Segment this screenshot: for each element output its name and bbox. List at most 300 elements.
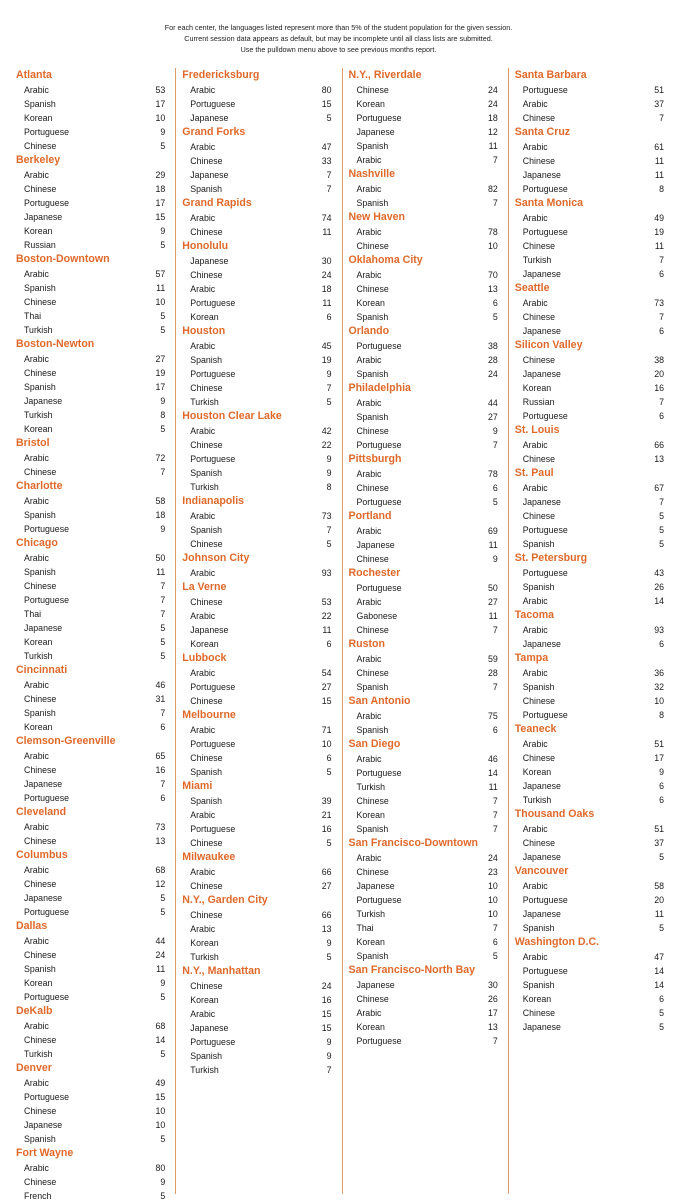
language-percent: 13 bbox=[487, 284, 498, 294]
language-percent: 8 bbox=[160, 410, 166, 420]
language-name: Spanish bbox=[190, 468, 223, 478]
language-percent: 23 bbox=[487, 867, 498, 877]
language-row bbox=[16, 196, 165, 210]
language-row bbox=[349, 125, 498, 139]
language-percent: 68 bbox=[155, 1021, 166, 1031]
language-name: Arabic bbox=[522, 483, 548, 493]
language-percent: 24 bbox=[487, 99, 498, 109]
center-section bbox=[349, 452, 498, 509]
center-name: Tacoma bbox=[514, 609, 555, 621]
language-row bbox=[16, 1090, 165, 1104]
language-row bbox=[515, 836, 664, 850]
language-row bbox=[515, 680, 664, 694]
language-row bbox=[182, 922, 331, 936]
language-percent: 28 bbox=[487, 668, 498, 678]
language-name: Spanish bbox=[24, 708, 56, 718]
language-percent: 11 bbox=[488, 611, 498, 621]
language-name: Portuguese bbox=[356, 113, 402, 123]
language-percent: 17 bbox=[487, 1008, 498, 1018]
language-percent: 7 bbox=[659, 255, 664, 265]
language-percent: 8 bbox=[659, 184, 664, 194]
language-percent: 18 bbox=[155, 184, 166, 194]
center-name: Honolulu bbox=[182, 240, 229, 252]
language-percent: 14 bbox=[654, 980, 664, 990]
language-percent: 6 bbox=[492, 937, 498, 947]
language-row bbox=[16, 976, 165, 990]
language-row bbox=[349, 182, 498, 196]
language-percent: 24 bbox=[321, 981, 332, 991]
language-percent: 11 bbox=[322, 227, 332, 237]
center-name: Tampa bbox=[514, 652, 549, 664]
language-name: Japanese bbox=[522, 852, 561, 862]
language-name: Turkish bbox=[190, 952, 219, 962]
language-name: Arabic bbox=[24, 1021, 49, 1031]
language-percent: 5 bbox=[492, 497, 498, 507]
language-row bbox=[349, 1020, 498, 1034]
language-row bbox=[349, 666, 498, 680]
language-name: Arabic bbox=[356, 270, 382, 280]
language-percent: 67 bbox=[654, 483, 664, 493]
language-name: Spanish bbox=[190, 767, 223, 777]
language-percent: 12 bbox=[487, 127, 498, 137]
language-percent: 9 bbox=[160, 1177, 166, 1187]
language-name: Spanish bbox=[356, 951, 389, 961]
language-row bbox=[16, 565, 165, 579]
language-percent: 26 bbox=[487, 994, 498, 1004]
language-row bbox=[182, 466, 331, 480]
language-percent: 6 bbox=[492, 483, 498, 493]
language-name: Spanish bbox=[190, 184, 223, 194]
language-percent: 9 bbox=[492, 426, 498, 436]
language-name: Turkish bbox=[24, 325, 53, 335]
language-percent: 10 bbox=[155, 1106, 166, 1116]
language-row bbox=[182, 97, 331, 111]
language-percent: 7 bbox=[492, 198, 498, 208]
center-name: St. Paul bbox=[514, 467, 554, 479]
center-section bbox=[349, 68, 498, 167]
center-name: Grand Rapids bbox=[182, 197, 252, 209]
language-percent: 51 bbox=[654, 739, 664, 749]
language-percent: 5 bbox=[160, 992, 166, 1002]
language-name: Chinese bbox=[190, 597, 223, 607]
center-column bbox=[175, 68, 341, 1194]
language-name: Arabic bbox=[356, 155, 382, 165]
language-name: Arabic bbox=[190, 867, 216, 877]
language-row bbox=[349, 296, 498, 310]
language-name: Japanese bbox=[24, 396, 63, 406]
language-percent: 66 bbox=[321, 910, 332, 920]
language-row bbox=[349, 623, 498, 637]
language-name: Korean bbox=[190, 639, 219, 649]
language-row bbox=[16, 720, 165, 734]
language-row bbox=[515, 409, 664, 423]
language-percent: 10 bbox=[654, 696, 664, 706]
language-name: Portuguese bbox=[522, 85, 568, 95]
language-percent: 9 bbox=[160, 978, 166, 988]
language-name: Chinese bbox=[24, 184, 57, 194]
center-name: San Diego bbox=[348, 738, 401, 750]
language-name: Spanish bbox=[356, 412, 389, 422]
language-row bbox=[515, 793, 664, 807]
language-row bbox=[16, 295, 165, 309]
language-name: Arabic bbox=[190, 341, 216, 351]
language-percent: 15 bbox=[321, 1009, 332, 1019]
language-percent: 12 bbox=[155, 879, 166, 889]
center-section bbox=[16, 805, 165, 848]
language-name: Arabic bbox=[356, 597, 382, 607]
language-row bbox=[182, 1021, 331, 1035]
language-row bbox=[16, 1047, 165, 1061]
language-row bbox=[349, 752, 498, 766]
center-name: Bristol bbox=[16, 437, 50, 449]
language-name: Japanese bbox=[190, 625, 229, 635]
language-name: Portuguese bbox=[190, 99, 236, 109]
language-name: Spanish bbox=[24, 382, 56, 392]
language-name: Turkish bbox=[190, 1065, 219, 1075]
center-section bbox=[515, 423, 664, 466]
language-name: Portuguese bbox=[190, 1037, 236, 1047]
language-percent: 53 bbox=[321, 597, 332, 607]
language-percent: 7 bbox=[326, 170, 332, 180]
language-percent: 16 bbox=[654, 383, 664, 393]
language-percent: 47 bbox=[654, 952, 664, 962]
language-row bbox=[515, 452, 664, 466]
language-row bbox=[515, 950, 664, 964]
language-percent: 30 bbox=[321, 256, 332, 266]
center-name: Chicago bbox=[16, 537, 58, 549]
language-row bbox=[16, 352, 165, 366]
language-row bbox=[349, 139, 498, 153]
language-percent: 7 bbox=[492, 440, 498, 450]
language-row bbox=[182, 1049, 331, 1063]
language-name: Arabic bbox=[24, 865, 49, 875]
language-percent: 6 bbox=[326, 312, 332, 322]
language-percent: 22 bbox=[321, 440, 332, 450]
center-section bbox=[16, 436, 165, 479]
center-section bbox=[182, 779, 331, 850]
language-row bbox=[182, 339, 331, 353]
center-section bbox=[16, 252, 165, 337]
center-name: Rochester bbox=[348, 567, 401, 579]
center-section bbox=[182, 409, 331, 494]
language-name: Arabic bbox=[522, 739, 548, 749]
language-row bbox=[182, 211, 331, 225]
language-row bbox=[515, 182, 664, 196]
center-section bbox=[349, 694, 498, 737]
center-section bbox=[515, 807, 664, 864]
center-section bbox=[515, 551, 664, 608]
language-name: Chinese bbox=[190, 753, 223, 763]
language-name: Chinese bbox=[24, 368, 57, 378]
language-row bbox=[349, 595, 498, 609]
language-name: Spanish bbox=[356, 725, 389, 735]
language-row bbox=[349, 865, 498, 879]
language-row bbox=[349, 609, 498, 623]
language-name: Arabic bbox=[24, 553, 49, 563]
language-row bbox=[515, 523, 664, 537]
center-name: Santa Cruz bbox=[514, 126, 571, 138]
center-section bbox=[16, 919, 165, 1004]
language-row bbox=[16, 948, 165, 962]
language-percent: 19 bbox=[155, 368, 166, 378]
language-row bbox=[16, 934, 165, 948]
language-name: Korean bbox=[522, 994, 552, 1004]
language-name: Portuguese bbox=[522, 227, 568, 237]
language-percent: 20 bbox=[654, 895, 664, 905]
language-row bbox=[515, 964, 664, 978]
language-name: Portuguese bbox=[522, 966, 568, 976]
language-row bbox=[349, 282, 498, 296]
language-percent: 5 bbox=[160, 1049, 166, 1059]
language-row bbox=[182, 637, 331, 651]
language-name: Portuguese bbox=[190, 824, 236, 834]
language-percent: 11 bbox=[654, 156, 664, 166]
language-name: Portuguese bbox=[190, 739, 236, 749]
center-section bbox=[182, 196, 331, 239]
center-section bbox=[515, 68, 664, 125]
center-section bbox=[182, 494, 331, 551]
language-row bbox=[515, 978, 664, 992]
language-name: Arabic bbox=[190, 213, 216, 223]
language-percent: 93 bbox=[654, 625, 664, 635]
language-percent: 17 bbox=[654, 753, 664, 763]
language-percent: 10 bbox=[487, 241, 498, 251]
center-section bbox=[16, 479, 165, 536]
language-percent: 9 bbox=[160, 524, 166, 534]
center-section bbox=[16, 1146, 165, 1203]
language-percent: 11 bbox=[654, 909, 664, 919]
language-row bbox=[16, 125, 165, 139]
language-row bbox=[182, 751, 331, 765]
language-percent: 7 bbox=[492, 1036, 498, 1046]
language-name: Portuguese bbox=[356, 497, 402, 507]
language-percent: 14 bbox=[654, 966, 664, 976]
language-percent: 11 bbox=[156, 964, 166, 974]
language-row bbox=[515, 921, 664, 935]
language-name: Chinese bbox=[24, 141, 57, 151]
language-percent: 27 bbox=[321, 682, 332, 692]
center-section bbox=[515, 864, 664, 935]
language-row bbox=[16, 1104, 165, 1118]
language-percent: 73 bbox=[654, 298, 664, 308]
language-name: Chinese bbox=[356, 85, 389, 95]
language-percent: 19 bbox=[321, 355, 332, 365]
language-row bbox=[16, 791, 165, 805]
language-name: Japanese bbox=[522, 1022, 561, 1032]
language-percent: 5 bbox=[492, 951, 498, 961]
language-name: Turkish bbox=[190, 397, 219, 407]
center-section bbox=[182, 551, 331, 580]
language-name: Arabic bbox=[522, 213, 548, 223]
language-row bbox=[182, 523, 331, 537]
language-row bbox=[182, 908, 331, 922]
language-row bbox=[16, 182, 165, 196]
language-row bbox=[349, 921, 498, 935]
language-name: Japanese bbox=[190, 1023, 229, 1033]
language-name: Chinese bbox=[24, 1106, 57, 1116]
note-line: Current session data appears as default, but may be incomplete until all class lists are submitted. bbox=[184, 34, 493, 43]
language-name: Spanish bbox=[356, 312, 389, 322]
language-row bbox=[182, 537, 331, 551]
language-row bbox=[182, 623, 331, 637]
language-name: Portuguese bbox=[356, 895, 402, 905]
language-percent: 93 bbox=[321, 568, 332, 578]
language-name: Japanese bbox=[522, 909, 561, 919]
language-percent: 16 bbox=[321, 824, 332, 834]
language-name: Chinese bbox=[356, 867, 389, 877]
language-name: Arabic bbox=[24, 1163, 49, 1173]
language-row bbox=[16, 763, 165, 777]
language-percent: 5 bbox=[659, 511, 664, 521]
language-row bbox=[515, 395, 664, 409]
language-row bbox=[349, 978, 498, 992]
language-name: Arabic bbox=[190, 810, 216, 820]
center-section bbox=[16, 1004, 165, 1061]
language-name: Chinese bbox=[522, 113, 556, 123]
language-name: Portuguese bbox=[24, 907, 69, 917]
language-row bbox=[182, 680, 331, 694]
center-name: Santa Monica bbox=[514, 197, 584, 209]
language-row bbox=[16, 210, 165, 224]
language-name: French bbox=[24, 1191, 52, 1201]
language-name: Korean bbox=[190, 312, 219, 322]
language-name: Chinese bbox=[24, 765, 57, 775]
language-row bbox=[349, 97, 498, 111]
language-row bbox=[349, 935, 498, 949]
language-name: Arabic bbox=[356, 355, 382, 365]
language-percent: 10 bbox=[487, 881, 498, 891]
language-percent: 36 bbox=[654, 668, 664, 678]
language-name: Korean bbox=[24, 226, 53, 236]
language-row bbox=[349, 396, 498, 410]
center-column bbox=[342, 68, 508, 1194]
language-row bbox=[16, 465, 165, 479]
language-percent: 6 bbox=[326, 639, 332, 649]
language-name: Chinese bbox=[24, 297, 57, 307]
language-name: Spanish bbox=[190, 796, 223, 806]
language-percent: 49 bbox=[155, 1078, 166, 1088]
language-name: Spanish bbox=[190, 525, 223, 535]
language-percent: 45 bbox=[321, 341, 332, 351]
language-name: Arabic bbox=[190, 284, 216, 294]
center-name: Atlanta bbox=[16, 69, 52, 81]
language-percent: 13 bbox=[155, 836, 166, 846]
language-percent: 5 bbox=[160, 623, 166, 633]
language-row bbox=[16, 422, 165, 436]
language-row bbox=[16, 1033, 165, 1047]
language-row bbox=[349, 353, 498, 367]
language-row bbox=[16, 877, 165, 891]
language-name: Chinese bbox=[190, 539, 223, 549]
language-name: Chinese bbox=[190, 156, 223, 166]
language-row bbox=[16, 1132, 165, 1146]
center-name: N.Y., Manhattan bbox=[182, 965, 261, 977]
language-name: Japanese bbox=[522, 170, 561, 180]
language-row bbox=[182, 765, 331, 779]
language-row bbox=[349, 153, 498, 167]
language-row bbox=[349, 822, 498, 836]
center-name: Milwaukee bbox=[182, 851, 236, 863]
language-name: Arabic bbox=[522, 440, 548, 450]
language-row bbox=[182, 879, 331, 893]
language-percent: 5 bbox=[326, 838, 332, 848]
language-percent: 6 bbox=[492, 725, 498, 735]
language-row bbox=[515, 637, 664, 651]
language-row bbox=[515, 822, 664, 836]
language-row bbox=[515, 907, 664, 921]
language-row bbox=[16, 267, 165, 281]
language-row bbox=[515, 438, 664, 452]
language-row bbox=[349, 992, 498, 1006]
language-percent: 7 bbox=[326, 525, 332, 535]
language-name: Korean bbox=[356, 99, 385, 109]
center-section bbox=[349, 253, 498, 324]
language-row bbox=[16, 692, 165, 706]
language-name: Arabic bbox=[356, 398, 382, 408]
language-row bbox=[182, 1063, 331, 1077]
language-name: Arabic bbox=[356, 1008, 382, 1018]
language-row bbox=[16, 139, 165, 153]
language-percent: 7 bbox=[659, 113, 664, 123]
language-row bbox=[182, 666, 331, 680]
language-name: Chinese bbox=[24, 1035, 57, 1045]
language-row bbox=[182, 254, 331, 268]
report-notes bbox=[0, 22, 677, 55]
language-row bbox=[349, 268, 498, 282]
center-name: Berkeley bbox=[16, 154, 61, 166]
language-name: Chinese bbox=[190, 981, 223, 991]
language-percent: 72 bbox=[155, 453, 166, 463]
language-row bbox=[16, 1019, 165, 1033]
language-name: Japanese bbox=[24, 212, 63, 222]
language-percent: 6 bbox=[659, 639, 664, 649]
language-name: Arabic bbox=[522, 881, 548, 891]
language-percent: 5 bbox=[659, 1022, 664, 1032]
language-name: Chinese bbox=[522, 753, 556, 763]
center-section bbox=[515, 281, 664, 338]
language-percent: 6 bbox=[659, 795, 664, 805]
language-name: Portuguese bbox=[190, 454, 236, 464]
center-section bbox=[182, 324, 331, 409]
language-name: Portuguese bbox=[522, 568, 568, 578]
language-row bbox=[16, 1175, 165, 1189]
language-percent: 24 bbox=[321, 270, 332, 280]
language-row bbox=[182, 296, 331, 310]
center-name: Washington D.C. bbox=[514, 936, 600, 948]
language-row bbox=[16, 834, 165, 848]
center-name: Denver bbox=[16, 1062, 52, 1074]
language-name: Arabic bbox=[522, 625, 548, 635]
language-name: Japanese bbox=[356, 980, 395, 990]
language-row bbox=[515, 1020, 664, 1034]
language-row bbox=[16, 579, 165, 593]
language-percent: 8 bbox=[659, 710, 664, 720]
language-name: Portuguese bbox=[24, 127, 69, 137]
language-row bbox=[349, 339, 498, 353]
center-name: Miami bbox=[182, 780, 213, 792]
language-name: Chinese bbox=[522, 241, 556, 251]
center-name: Dallas bbox=[16, 920, 48, 932]
language-percent: 5 bbox=[659, 539, 664, 549]
language-percent: 31 bbox=[155, 694, 166, 704]
center-name: Lubbock bbox=[182, 652, 227, 664]
language-row bbox=[182, 993, 331, 1007]
language-percent: 18 bbox=[155, 510, 166, 520]
language-percent: 9 bbox=[160, 226, 166, 236]
language-name: Arabic bbox=[356, 654, 382, 664]
language-percent: 14 bbox=[487, 768, 498, 778]
center-section bbox=[349, 509, 498, 566]
